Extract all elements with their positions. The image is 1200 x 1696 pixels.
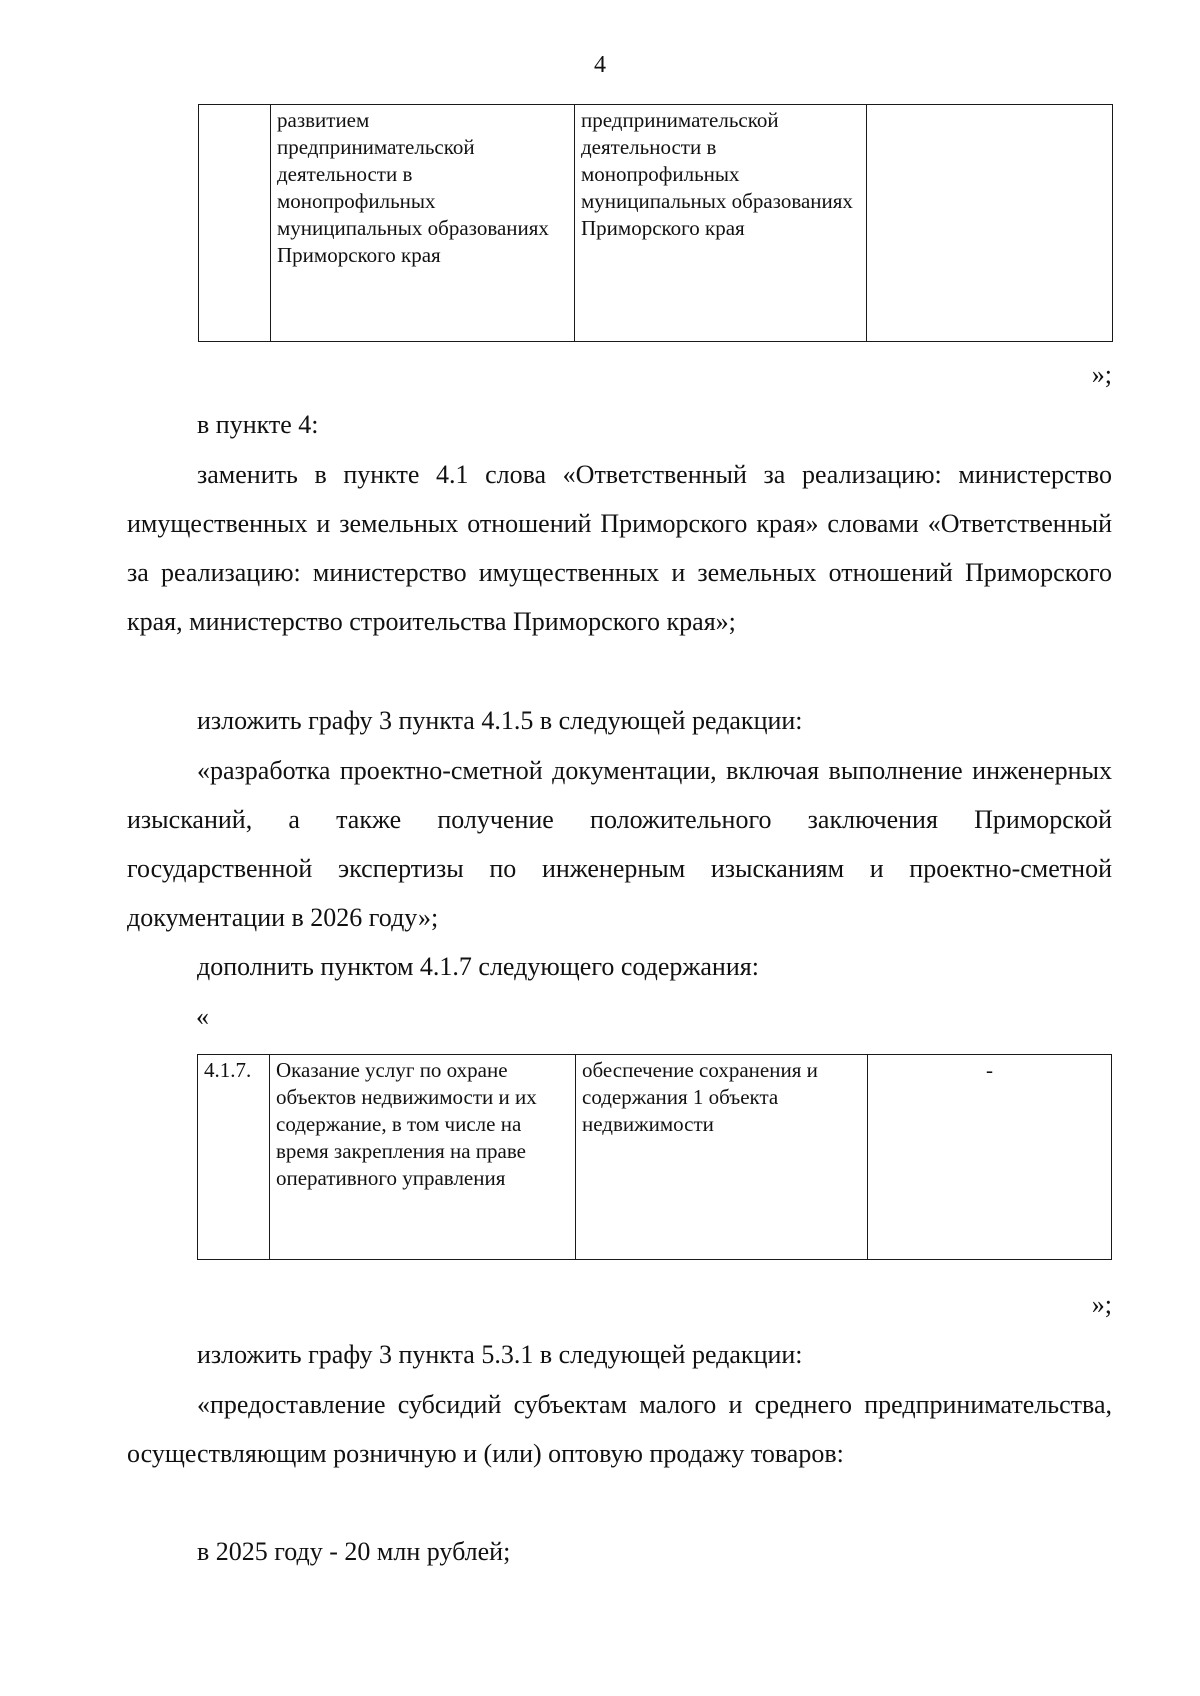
paragraph-item-4: в пункте 4: (197, 410, 319, 439)
paragraph-2025-amount: в 2025 году - 20 млн рублей; (197, 1537, 511, 1566)
table-cell-result: обеспечение сохранения и содержания 1 объекта недвижимости (576, 1055, 868, 1260)
paragraph-quote-design-docs: «разработка проектно-сметной документации, включая выполнение инженерных изысканий, а также получение положительного заключения Приморской государственной экспертизы по инженерным изысканиям и проектно-сметной документации в 2026 году»; (127, 756, 1112, 932)
table-cell-value: - (868, 1055, 1112, 1260)
paragraph-add-4-1-7: дополнить пунктом 4.1.7 следующего содержания: (197, 952, 759, 981)
table-cell-value (867, 105, 1113, 342)
paragraph-replace-words: заменить в пункте 4.1 слова «Ответственный за реализацию: министерство имущественных и земельных отношений Приморского края» словами «Ответственный за реализацию: министерство имущественных и земельных отношений Приморского края, министерство строительства Приморского края»; (127, 460, 1112, 636)
table-cell-result: предпринимательской деятельности в монопрофильных муниципальных образованиях Приморского края (575, 105, 867, 342)
table-cell-number: 4.1.7. (198, 1055, 270, 1260)
page-number: 4 (594, 52, 606, 78)
opening-quote: « (196, 1002, 209, 1031)
table-bottom (197, 1054, 1112, 1260)
table-cell-name: Оказание услуг по охране объектов недвижимости и их содержание, в том числе на время закрепления на праве оперативного управления (270, 1055, 576, 1260)
table-row (199, 105, 1113, 342)
closing-quote: »; (1091, 360, 1112, 389)
paragraph-quote-subsidies: «предоставление субсидий субъектам малого и среднего предпринимательства, осуществляющим розничную и (или) оптовую продажу товаров: (127, 1390, 1112, 1468)
paragraph-column-3-4-1-5: изложить графу 3 пункта 4.1.5 в следующей редакции: (197, 706, 803, 735)
paragraph-column-3-5-3-1: изложить графу 3 пункта 5.3.1 в следующей редакции: (197, 1340, 803, 1369)
closing-quote: »; (1091, 1290, 1112, 1319)
table-row (198, 1055, 1112, 1260)
table-cell-number (199, 105, 271, 342)
table-cell-name: развитием предпринимательской деятельности в монопрофильных муниципальных образованиях Приморского края (271, 105, 575, 342)
table-top (198, 104, 1113, 342)
